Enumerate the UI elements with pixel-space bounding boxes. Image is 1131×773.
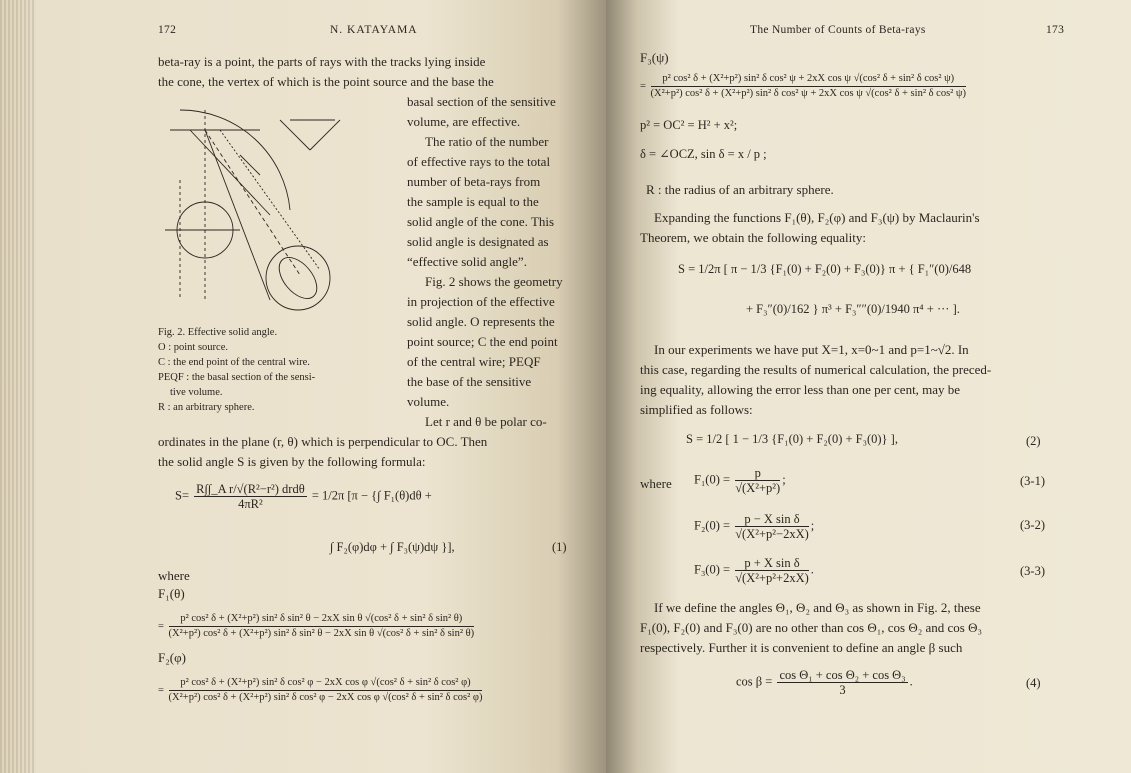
eq32-number: (3-2) bbox=[1020, 518, 1045, 532]
caption-item: R : an arbitrary sphere. bbox=[158, 402, 255, 413]
caption-item: tive volume. bbox=[170, 387, 223, 398]
f1-formula: = p² cos² δ + (X²+p²) sin² δ sin² θ − 2xX sin θ √(cos² δ + sin² δ sin² θ) (X²+p²) cos² δ + (X²+p²) sin² δ sin² θ − 2xX sin θ √(cos² δ + sin² δ sin² θ) bbox=[158, 613, 475, 639]
eq32-lhs: F₂(0) = bbox=[694, 518, 731, 533]
eq1-number: (1) bbox=[552, 540, 567, 554]
text-line: the sample is equal to the bbox=[407, 194, 539, 209]
text-line: Expanding the functions F₁(θ), F₂(φ) and F₃(ψ) by Maclaurin's bbox=[654, 210, 980, 225]
eq33-fraction bbox=[735, 556, 809, 585]
eq4-fraction bbox=[777, 668, 907, 697]
text-line: of the central wire; PEQF bbox=[407, 354, 541, 369]
text-line: the cone, the vertex of which is the point source and the base the bbox=[158, 74, 494, 89]
eq32-denominator: √(X²+p²−2xX) bbox=[735, 527, 809, 541]
caption-item: PEQF : the basal section of the sensi- bbox=[158, 372, 316, 383]
text-line: this case, regarding the results of numerical calculation, the preced- bbox=[640, 362, 992, 377]
f2-formula: = p² cos² δ + (X²+p²) sin² δ cos² φ − 2xX cos φ √(cos² δ + sin² δ cos² φ) (X²+p²) cos² δ + (X²+p²) sin² δ cos² φ − 2xX cos φ √(cos² δ + sin² δ cos² φ) bbox=[158, 677, 483, 703]
text-line: F₁(0), F₂(0) and F₃(0) are no other than cos Θ₁, cos Θ₂ and cos Θ₃ bbox=[640, 620, 983, 635]
f3-numerator: p² cos² δ + (X²+p²) sin² δ cos² ψ + 2xX cos ψ √(cos² δ + sin² δ cos² ψ) bbox=[651, 72, 966, 87]
text-line: number of beta-rays from bbox=[407, 174, 541, 189]
text-line: “effective solid angle”. bbox=[407, 254, 527, 269]
eq33-number: (3-3) bbox=[1020, 564, 1045, 578]
text-line: ing equality, allowing the error less than one per cent, may be bbox=[640, 382, 961, 397]
page-number: 173 bbox=[1046, 24, 1065, 36]
text-line: ordinates in the plane (r, θ) which is perpendicular to OC. Then bbox=[158, 434, 488, 449]
page-number: 172 bbox=[158, 24, 177, 36]
eq1-lhs: S= bbox=[175, 488, 190, 503]
text-line: In our experiments we have put X=1, x=0~1 and p=1~√2. In bbox=[654, 342, 969, 357]
eq33-denominator: √(X²+p²+2xX) bbox=[735, 571, 809, 585]
eq32-fraction bbox=[735, 512, 809, 541]
equation-3-3: F₃(0) = $\frac{\text{p + X sin δ}}{\text{√(X²+p²+2xX)}}$ . bbox=[694, 556, 814, 585]
equation-2: S = 1/2 [ 1 − 1/3 {F₁(0) + F₂(0) + F₃(0)} ], bbox=[686, 432, 898, 446]
eq4-lhs: cos β = bbox=[736, 674, 773, 689]
eq32-numerator: p − X sin δ bbox=[735, 512, 809, 527]
eq33-numerator: p + X sin δ bbox=[735, 556, 809, 571]
equation-1 bbox=[175, 482, 432, 511]
eq1-denominator: 4πR² bbox=[238, 497, 263, 511]
eq31-number: (3-1) bbox=[1020, 474, 1045, 488]
text-line: basal section of the sensitive bbox=[407, 94, 556, 109]
text-line: respectively. Further it is convenient to define an angle β such bbox=[640, 640, 963, 655]
equation-1-cont: ∫ F₂(φ)dφ + ∫ F₃(ψ)dψ }], bbox=[330, 540, 455, 554]
right-page bbox=[606, 0, 1131, 773]
p-definition: p² = OC² = H² + x²; bbox=[640, 118, 738, 132]
f1-fraction bbox=[169, 612, 475, 641]
f1-numerator: p² cos² δ + (X²+p²) sin² δ sin² θ − 2xX sin θ √(cos² δ + sin² δ sin² θ) bbox=[169, 612, 475, 627]
figure-2-diagram bbox=[160, 100, 385, 325]
text-line: volume. bbox=[407, 394, 450, 409]
f2-label: F₂(φ) bbox=[158, 650, 186, 665]
text-line: Fig. 2 shows the geometry bbox=[425, 274, 563, 289]
delta-definition: δ = ∠OCZ, sin δ = x / p ; bbox=[640, 147, 767, 161]
eq31-lhs: F₁(0) = bbox=[694, 472, 731, 487]
eq4-number: (4) bbox=[1026, 676, 1041, 690]
eq4-numerator: cos Θ₁ + cos Θ₂ + cos Θ₃ bbox=[779, 668, 906, 682]
caption-item: C : the end point of the central wire. bbox=[158, 357, 310, 368]
running-head: N. KATAYAMA bbox=[330, 24, 418, 36]
text-line: in projection of the effective bbox=[407, 294, 555, 309]
text-line: Let r and θ be polar co- bbox=[425, 414, 547, 429]
eq31-denominator: √(X²+p²) bbox=[735, 481, 781, 495]
right-column-text bbox=[407, 92, 587, 432]
r-definition: R : the radius of an arbitrary sphere. bbox=[646, 182, 834, 197]
text-line: point source; C the end point bbox=[407, 334, 558, 349]
running-head: The Number of Counts of Beta-rays bbox=[750, 24, 926, 36]
eq1-fraction bbox=[194, 482, 307, 511]
series-equation-1: S = 1/2π [ π − 1/3 {F₁(0) + F₂(0) + F₃(0)} π + { F₁″(0)/648 bbox=[678, 262, 972, 276]
page-edge bbox=[0, 0, 36, 773]
text-line: the base of the sensitive bbox=[407, 374, 532, 389]
eq4-denominator: 3 bbox=[839, 683, 846, 697]
series-equation-2: + F₃″(0)/162 } π³ + F₃″″(0)/1940 π⁴ + ··· ]. bbox=[746, 302, 960, 316]
equation-3-1: F₁(0) = $\frac{p}{\text{√(X²+p²)}}$ ; bbox=[694, 466, 786, 495]
text-line: the solid angle S is given by the following formula: bbox=[158, 454, 426, 469]
text-line: Theorem, we obtain the following equality: bbox=[640, 230, 866, 245]
figure-caption bbox=[158, 325, 315, 415]
text-line: solid angle of the cone. This bbox=[407, 214, 555, 229]
f2-fraction bbox=[169, 676, 483, 705]
equation-4: cos β = $\frac{\text{cos Θ₁ + cos Θ₂ + cos Θ₃}}{3}$ . bbox=[736, 668, 913, 697]
text-line: The ratio of the number bbox=[425, 134, 549, 149]
text-line: solid angle. O represents the bbox=[407, 314, 555, 329]
text-line: volume, are effective. bbox=[407, 114, 521, 129]
text-line: of effective rays to the total bbox=[407, 154, 551, 169]
f2-denominator: (X²+p²) cos² δ + (X²+p²) sin² δ cos² φ − 2xX cos φ √(cos² δ + sin² δ cos² φ) bbox=[168, 692, 483, 703]
eq33-lhs: F₃(0) = bbox=[694, 562, 731, 577]
text-line: beta-ray is a point, the parts of rays with the tracks lying inside bbox=[158, 54, 486, 69]
f3-label: F₃(ψ) bbox=[640, 50, 669, 65]
f1-denominator: (X²+p²) cos² δ + (X²+p²) sin² δ sin² θ − 2xX sin θ √(cos² δ + sin² δ sin² θ) bbox=[168, 628, 475, 639]
caption-title: Fig. 2. Effective solid angle. bbox=[158, 327, 278, 338]
where-label: where bbox=[640, 476, 672, 491]
eq31-fraction bbox=[735, 466, 780, 495]
eq1-numerator: R∫∫_A r/√(R²−r²) drdθ bbox=[196, 482, 305, 496]
f3-formula: = p² cos² δ + (X²+p²) sin² δ cos² ψ + 2xX cos ψ √(cos² δ + sin² δ cos² ψ) (X²+p²) cos² δ + (X²+p²) sin² δ cos² ψ + 2xX cos ψ √(cos² δ + sin² δ cos² ψ) bbox=[640, 73, 966, 99]
where-label: where bbox=[158, 568, 190, 583]
caption-item: O : point source. bbox=[158, 342, 228, 353]
eq31-numerator: p bbox=[735, 466, 780, 481]
f2-numerator: p² cos² δ + (X²+p²) sin² δ cos² φ − 2xX cos φ √(cos² δ + sin² δ cos² φ) bbox=[169, 676, 483, 691]
f3-fraction bbox=[651, 72, 966, 101]
f3-denominator: (X²+p²) cos² δ + (X²+p²) sin² δ cos² ψ + 2xX cos ψ √(cos² δ + sin² δ cos² ψ) bbox=[650, 88, 966, 99]
f1-label: F₁(θ) bbox=[158, 586, 185, 601]
text-line: solid angle is designated as bbox=[407, 234, 549, 249]
equation-3-2: F₂(0) = $\frac{\text{p − X sin δ}}{\text{√(X²+p²−2xX)}}$ ; bbox=[694, 512, 815, 541]
eq1-rhs: = 1/2π [π − {∫ F₁(θ)dθ + bbox=[311, 488, 432, 503]
text-line: simplified as follows: bbox=[640, 402, 753, 417]
text-line: If we define the angles Θ₁, Θ₂ and Θ₃ as shown in Fig. 2, these bbox=[654, 600, 981, 615]
eq2-number: (2) bbox=[1026, 434, 1041, 448]
